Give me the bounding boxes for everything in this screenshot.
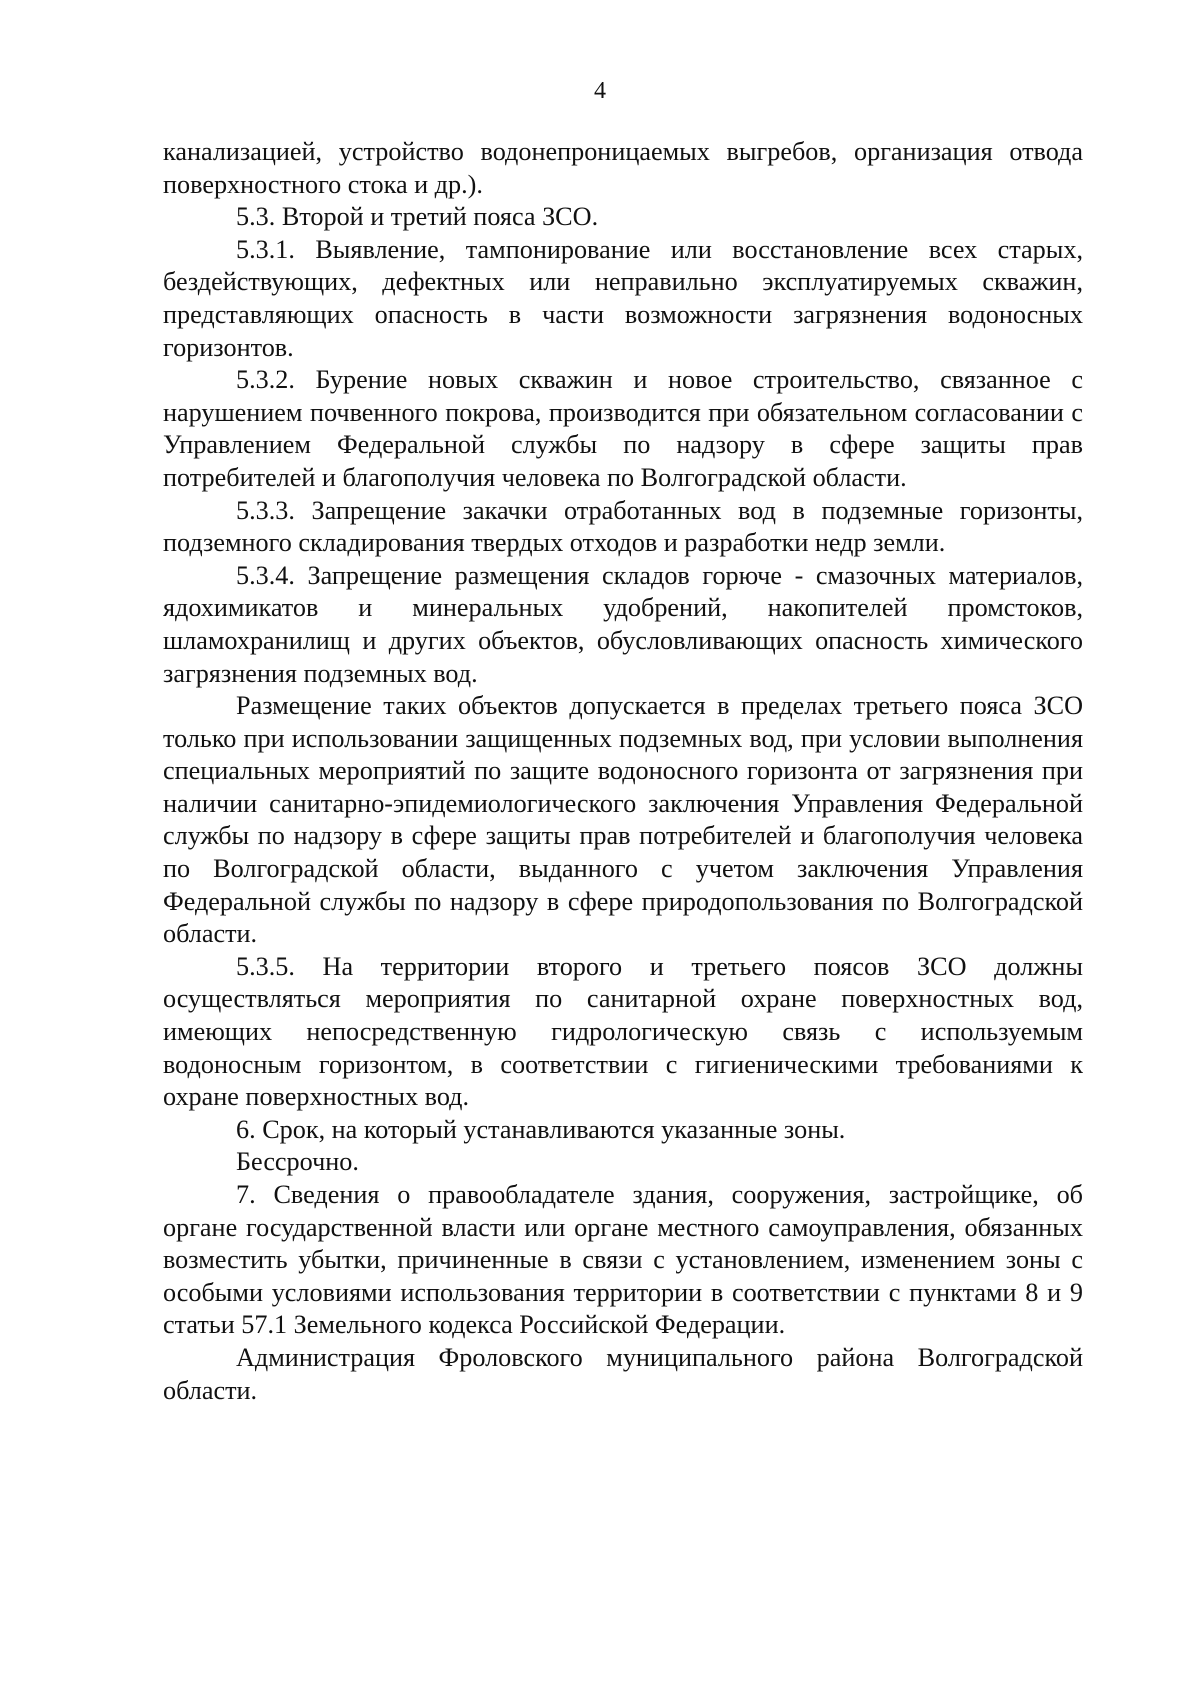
page-number: 4 [594, 78, 606, 104]
paragraph-2: 5.3. Второй и третий пояса ЗСО. [236, 202, 599, 232]
document-body [163, 136, 1083, 1407]
paragraph-11: 7. Сведения о правообладателе здания, сооружения, застройщике, об органе государственной власти или органе местного самоуправления, обязанных возместить убытки, причиненные в связи с установлением, изменением зоны с особыми условиями использования территории в соответствии с пунктами 8 и 9 статьи 57.1 Земельного кодекса Российской Федерации. [163, 1180, 1083, 1340]
paragraph-6: 5.3.4. Запрещение размещения складов горюче - смазочных материалов, ядохимикатов и минеральных удобрений, накопителей промстоков, шламохранилищ и других объектов, обусловливающих опасность химического загрязнения подземных вод. [163, 560, 1083, 688]
paragraph-3: 5.3.1. Выявление, тампонирование или восстановление всех старых, бездействующих, дефектных или неправильно эксплуатируемых скважин, представляющих опасность в части возможности загрязнения водоносных горизонтов. [163, 234, 1083, 362]
paragraph-1: канализацией, устройство водонепроницаемых выгребов, организация отвода поверхностного стока и др.). [163, 137, 1083, 199]
paragraph-7: Размещение таких объектов допускается в пределах третьего пояса ЗСО только при использовании защищенных подземных вод, при условии выполнения специальных мероприятий по защите водоносного горизонта от загрязнения при наличии санитарно-эпидемиологического заключения Управления Федеральной службы по надзору в сфере защиты прав потребителей и благополучия человека по Волгоградской области, выданного с учетом заключения Управления Федеральной службы по надзору в сфере природопользования по Волгоградской области. [163, 691, 1083, 949]
paragraph-4: 5.3.2. Бурение новых скважин и новое строительство, связанное с нарушением почвенного покрова, производится при обязательном согласовании с Управлением Федеральной службы по надзору в сфере защиты прав потребителей и благополучия человека по Волгоградской области. [163, 365, 1083, 492]
paragraph-9: 6. Срок, на который устанавливаются указанные зоны. [236, 1114, 846, 1144]
paragraph-12: Администрация Фроловского муниципального района Волгоградской области. [163, 1342, 1083, 1405]
paragraph-10: Бессрочно. [236, 1147, 359, 1177]
paragraph-8: 5.3.5. На территории второго и третьего поясов ЗСО должны осуществляться мероприятия по санитарной охране поверхностных вод, имеющих непосредственную гидрологическую связь с используемым водоносным горизонтом, в соответствии с гигиеническими требованиями к охране поверхностных вод. [163, 951, 1083, 1112]
paragraph-5: 5.3.3. Запрещение закачки отработанных вод в подземные горизонты, подземного складирования твердых отходов и разработки недр земли. [163, 495, 1083, 558]
